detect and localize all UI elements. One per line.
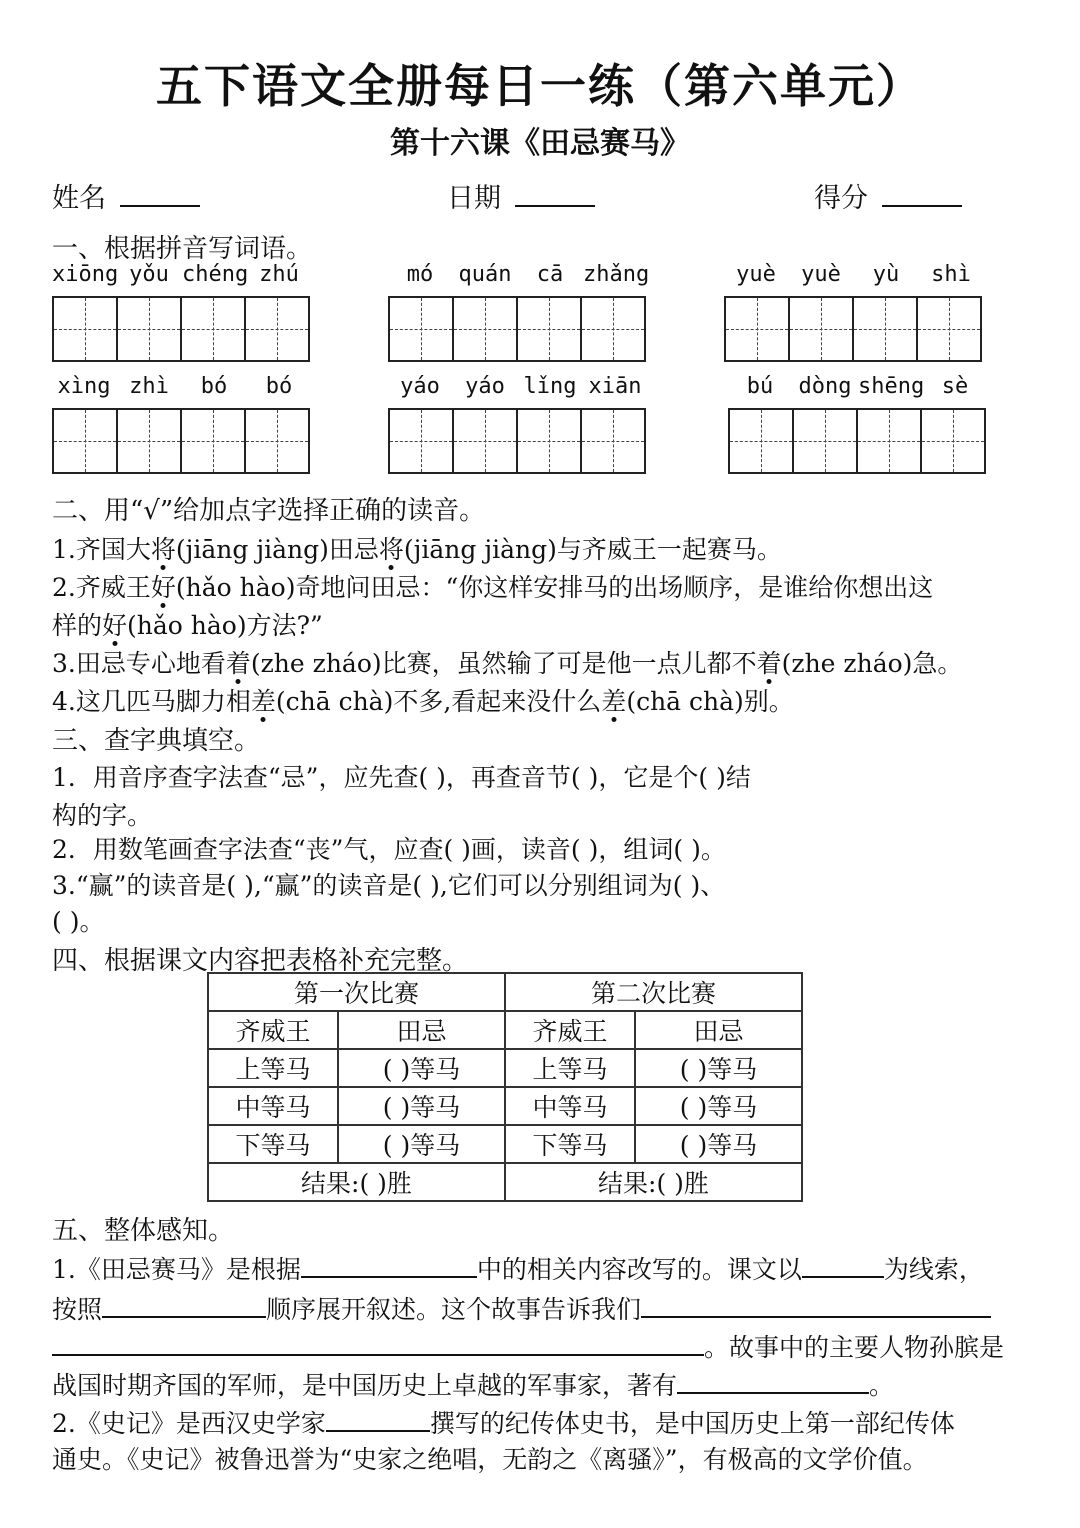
- writing-cell[interactable]: [54, 296, 118, 362]
- s2-question-2-cont: 样的好(hǎo hào)方法?”: [52, 611, 323, 640]
- writing-cell[interactable]: [118, 408, 182, 474]
- writing-cell[interactable]: [790, 296, 854, 362]
- date-field[interactable]: 日期: [447, 176, 595, 215]
- pinyin-syllable: shēng: [858, 374, 925, 399]
- pinyin-syllable: zhú: [259, 262, 299, 287]
- writing-grid[interactable]: [724, 296, 982, 362]
- writing-grid[interactable]: [388, 408, 646, 474]
- s2-question-2: 2.齐威王好(hǎo hào)奇地问田忌：“你这样安排马的出场顺序，是谁给你想出这: [52, 573, 934, 602]
- section-4-heading: 四、根据课文内容把表格补充完整。: [52, 946, 469, 976]
- pinyin-syllable: yǒu: [129, 262, 169, 287]
- s2-question-3: 3.田忌专心地看着(zhe zháo)比赛，虽然输了可是他一点儿都不着(zhe zháo)急。: [52, 649, 963, 678]
- s5-line-1[interactable]: 1.《田忌赛马》是根据 中的相关内容改写的。课文以 为线索，: [52, 1250, 984, 1286]
- writing-cell[interactable]: [918, 296, 982, 362]
- pinyin-syllable: shì: [931, 262, 971, 287]
- pinyin-syllable: dòng: [798, 374, 852, 399]
- table-row: 下等马 ( )等马 下等马 ( )等马: [208, 1125, 802, 1163]
- name-field[interactable]: 姓名: [52, 176, 200, 215]
- writing-cell[interactable]: [390, 296, 454, 362]
- col-qi-king: 齐威王: [208, 1011, 338, 1049]
- pinyin-syllable: xìng: [57, 374, 111, 399]
- writing-cell[interactable]: [118, 296, 182, 362]
- pinyin-syllable: yuè: [801, 262, 841, 287]
- race-table: [207, 972, 803, 1202]
- writing-grid[interactable]: [388, 296, 646, 362]
- s5-line-2[interactable]: 按照 顺序展开叙述。这个故事告诉我们: [52, 1290, 991, 1326]
- pinyin-syllable: lǐng: [523, 374, 577, 399]
- pinyin-syllable: mó: [406, 262, 434, 287]
- section-5-heading: 五、整体感知。: [52, 1216, 235, 1246]
- s5-line-4[interactable]: 战国时期齐国的军师，是中国历史上卓越的军事家，著有 。: [52, 1366, 894, 1402]
- writing-cell[interactable]: [922, 408, 986, 474]
- col-qi-king: 齐威王: [505, 1011, 635, 1049]
- s2-question-4: 4.这几匹马脚力相差(chā chà)不多,看起来没什么差(chā chà)别。: [52, 687, 794, 716]
- s3-question-1[interactable]: 1．用音序查字法查“忌”，应先查( )，再查音节( )，它是个( )结: [52, 763, 751, 792]
- writing-cell[interactable]: [182, 408, 246, 474]
- page-title: 五下语文全册每日一练（第六单元）: [156, 59, 924, 113]
- pinyin-syllable: zhì: [129, 374, 169, 399]
- section-3-heading: 三、查字典填空。: [52, 726, 261, 756]
- col-tian-ji: 田忌: [635, 1011, 802, 1049]
- writing-cell[interactable]: [582, 408, 646, 474]
- section-2-heading: 二、用“√”给加点字选择正确的读音。: [52, 496, 486, 526]
- writing-cell[interactable]: [726, 296, 790, 362]
- section-1-heading: 一、根据拼音写词语。: [52, 234, 313, 264]
- table-header-first-race: 第一次比赛: [208, 973, 505, 1011]
- pinyin-syllable: zhǎng: [583, 262, 650, 287]
- pinyin-syllable: xiōng: [52, 262, 119, 287]
- s5-line-3[interactable]: 。故事中的主要人物孙膑是: [52, 1328, 1004, 1364]
- writing-cell[interactable]: [390, 408, 454, 474]
- s3-question-3[interactable]: 3.“赢”的读音是( ),“赢”的读音是( ),它们可以分别组词为( )、: [52, 871, 726, 900]
- writing-cell[interactable]: [454, 296, 518, 362]
- writing-cell[interactable]: [582, 296, 646, 362]
- pinyin-syllable: xiān: [588, 374, 642, 399]
- writing-cell[interactable]: [854, 296, 918, 362]
- pinyin-syllable: yù: [872, 262, 900, 287]
- table-row: 上等马 ( )等马 上等马 ( )等马: [208, 1049, 802, 1087]
- table-header-second-race: 第二次比赛: [505, 973, 802, 1011]
- pinyin-syllable: chéng: [182, 262, 249, 287]
- writing-cell[interactable]: [518, 296, 582, 362]
- result-first-race[interactable]: 结果:( )胜: [208, 1163, 505, 1201]
- s5-line-5[interactable]: 2.《史记》是西汉史学家 撰写的纪传体史书，是中国历史上第一部纪传体: [52, 1404, 955, 1440]
- writing-grid[interactable]: [52, 408, 310, 474]
- lesson-subtitle: 第十六课《田忌赛马》: [390, 126, 690, 161]
- pinyin-syllable: yuè: [736, 262, 776, 287]
- s2-question-1: 1.齐国大将(jiāng jiàng)田忌将(jiāng jiàng)与齐威王一起赛马。: [52, 535, 782, 564]
- writing-cell[interactable]: [246, 296, 310, 362]
- pinyin-syllable: yáo: [465, 374, 505, 399]
- s3-question-3-cont[interactable]: ( )。: [52, 907, 105, 936]
- writing-cell[interactable]: [54, 408, 118, 474]
- pinyin-syllable: bó: [200, 374, 228, 399]
- table-row: 中等马 ( )等马 中等马 ( )等马: [208, 1087, 802, 1125]
- writing-cell[interactable]: [246, 408, 310, 474]
- score-field[interactable]: 得分: [814, 176, 962, 215]
- writing-cell[interactable]: [794, 408, 858, 474]
- pinyin-syllable: sè: [941, 374, 969, 399]
- writing-grid[interactable]: [52, 296, 310, 362]
- pinyin-syllable: bó: [265, 374, 293, 399]
- pinyin-syllable: bú: [746, 374, 774, 399]
- writing-cell[interactable]: [858, 408, 922, 474]
- writing-cell[interactable]: [518, 408, 582, 474]
- pinyin-syllable: yáo: [400, 374, 440, 399]
- writing-cell[interactable]: [730, 408, 794, 474]
- pinyin-syllable: quán: [458, 262, 512, 287]
- pinyin-syllable: cā: [536, 262, 564, 287]
- writing-cell[interactable]: [182, 296, 246, 362]
- writing-cell[interactable]: [454, 408, 518, 474]
- s5-line-6: 通史。《史记》被鲁迅誉为“史家之绝唱，无韵之《离骚》”，有极高的文学价值。: [52, 1445, 928, 1474]
- s3-question-2[interactable]: 2．用数笔画查字法查“丧”气，应查( )画，读音( )，组词( )。: [52, 835, 726, 864]
- s3-question-1-cont: 构的字。: [52, 801, 153, 830]
- col-tian-ji: 田忌: [338, 1011, 505, 1049]
- result-second-race[interactable]: 结果:( )胜: [505, 1163, 802, 1201]
- writing-grid[interactable]: [728, 408, 986, 474]
